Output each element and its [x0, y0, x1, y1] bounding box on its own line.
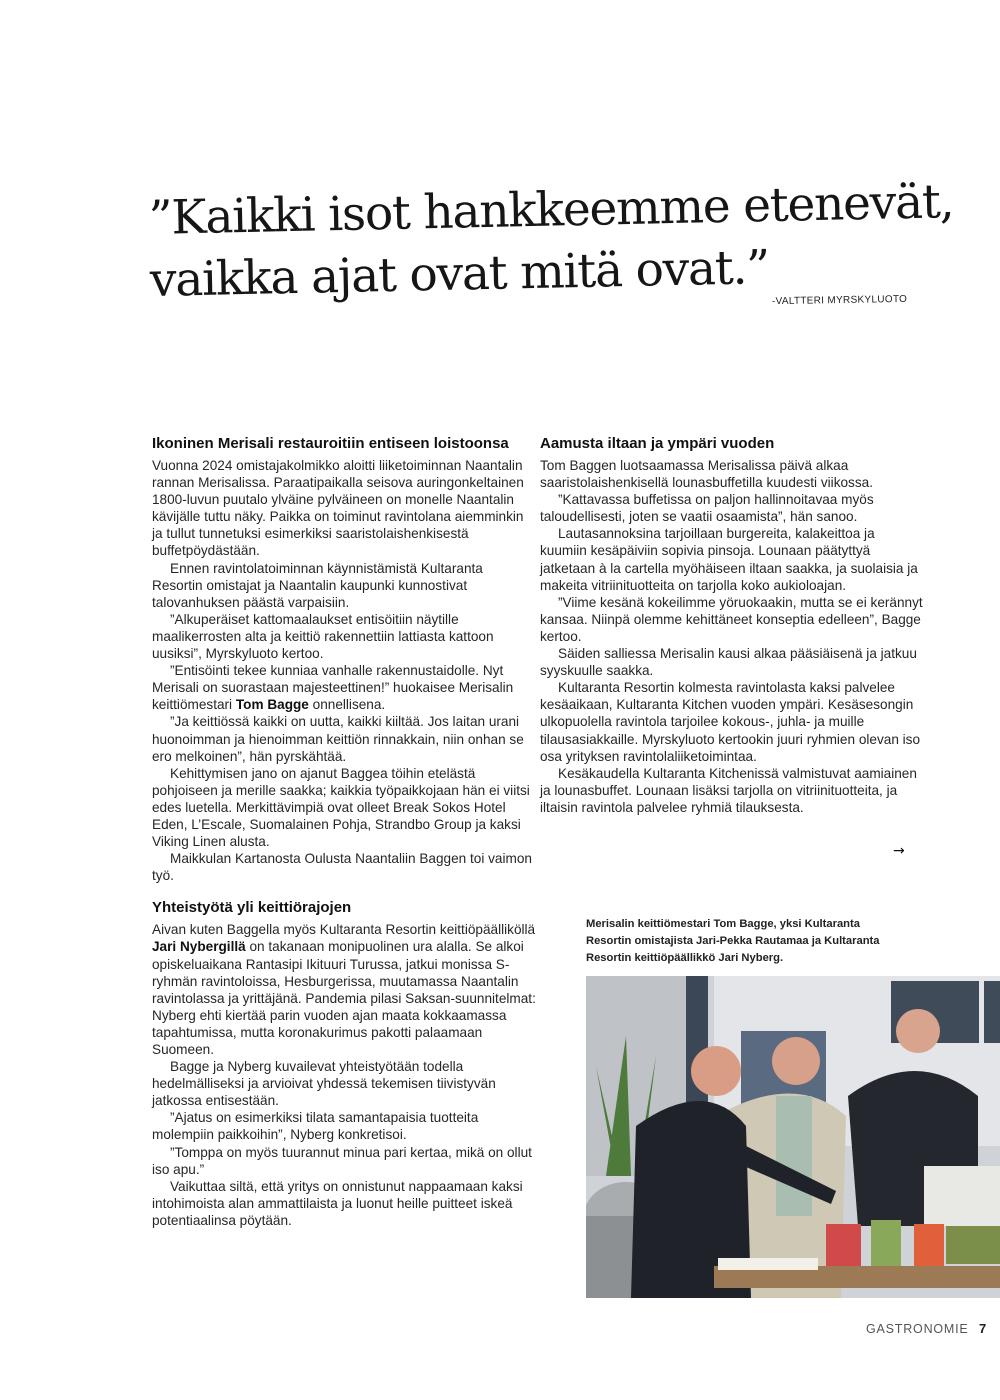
paragraph: ”Ja keittiössä kaikki on uutta, kaikki kiiltää. Jos laitan urani huonoimman ja hienoimman keittiön rinnakkain, niin onhan se ero melkoinen”, hän pyrskähtää. — [152, 714, 524, 764]
paragraph: Vuonna 2024 omistajakolmikko aloitti liiketoiminnan Naantalin rannan Merisalissa. Paraatipaikalla seisova auringonkeltainen 1800-luvun puutalo ylväine pylväineen on monelle Naantalin kävijälle tuttu näky. Paikka on toiminut ravintolana aiemminkin ja tullut tunnetuksi esimerkiksi saaristolaishenkisestä buffetpöydästään. — [152, 458, 524, 559]
paragraph: ”Viime kesänä kokeilimme yöruokaakin, mutta se ei kerännyt kansaa. Niinpä olemme kehittäneet konseptia edelleen”, Bagge kertoo. — [540, 594, 923, 644]
pull-quote-line-1: ”Kaikki isot hankkeemme etenevät, — [148, 174, 954, 246]
person-right-head — [896, 1009, 940, 1053]
text: Aivan kuten Baggella myös Kultaranta Resortin keittiöpäälliköllä — [152, 922, 536, 938]
salad-tray — [946, 1226, 1000, 1264]
paragraph — [152, 662, 537, 713]
paragraph: Ennen ravintolatoiminnan käynnistämistä Kultaranta Resortin omistajat ja Naantalin kaupunki kunnostivat talovanhuksen päästä varpaisiin. — [152, 560, 483, 610]
paragraph — [152, 921, 537, 1058]
paragraph: Vaikuttaa siltä, että yritys on onnistunut nappaamaan kaksi intohimoista alan ammattilaista ja luonut heille puitteet iskeä potentiaalinsa pöytään. — [152, 1178, 523, 1228]
article-column-left — [152, 434, 537, 1229]
text: on takanaan monipuolinen ura alalla. Se alkoi opiskeluaikana Rantasipi Ikituuri Turussa, jatkui monissa S-ryhmän ravintoloissa, Hesburgerissa, muutamassa Naantalin ravintolassa ja yrittäjänä. Pandemia pilasi Saksan-suunnitelmat: Nyberg ehti kiertää parin vuoden ajan maata kokkaamassa tapahtumissa, mutta koronakurimus pakotti palaamaan Suomeen. — [152, 939, 536, 1057]
photo-caption: Merisalin keittiömestari Tom Bagge, yksi Kultaranta Resortin omistajista Jari-Pekka Rautamaa ja Kultaranta Resortin keittiöpäällikkö Jari Nyberg. — [586, 918, 880, 964]
section-heading-aamusta: Aamusta iltaan ja ympäri vuoden — [540, 435, 775, 452]
paragraph: Kehittymisen jano on ajanut Baggea töihin etelästä pohjoiseen ja merille saakka; kaikkia työpaikkojaan hän ei viitsi edes luetella. Merkittävimpiä ovat olleet Break Sokos Hotel Eden, L’Escale, Suomalainen Pohja, Strandbo Group ja kaksi Viking Linen alusta. — [152, 765, 530, 850]
paragraph: Bagge ja Nyberg kuvailevat yhteistyötään todella hedelmälliseksi ja arvioivat yhdessä tekemisen tiivistyvän jatkossa entisestään. — [152, 1059, 496, 1109]
pull-quote — [148, 171, 954, 312]
paragraph: ”Ajatus on esimerkiksi tilata samantapaisia tuotteita molempiin paikkoihin”, Nyberg konkretisoi. — [152, 1110, 479, 1143]
paragraph: ”Kattavassa buffetissa on paljon hallinnoitavaa myös taloudellisesti, joten se vaatii osaamista”, hän sanoo. — [540, 492, 874, 525]
text: onnellisena. — [308, 697, 386, 713]
footer-section-name: GASTRONOMIE — [866, 1322, 969, 1336]
article-photo — [586, 976, 1000, 1298]
person-middle-shirt — [776, 1096, 812, 1216]
article-column-right — [540, 434, 925, 816]
chalkboard-sign-2 — [984, 981, 1000, 1043]
arrow-right-icon: → — [893, 843, 905, 859]
paragraph: Säiden salliessa Merisalin kausi alkaa pääsiäisenä ja jatkuu syyskuulle saakka. — [540, 646, 917, 679]
paragraph: Maikkulan Kartanosta Oulusta Naantaliin Baggen toi vaimon työ. — [152, 851, 532, 884]
section-heading-merisali: Ikoninen Merisali restauroitiin entiseen loistoonsa — [152, 435, 509, 452]
paragraph: Tom Baggen luotsaamassa Merisalissa päivä alkaa saaristolaishenkisellä lounasbuffetilla kuudesti viikossa. — [540, 458, 873, 491]
jar-orange — [914, 1224, 944, 1266]
jar-red — [826, 1224, 861, 1266]
page-number: 7 — [979, 1321, 987, 1336]
section-heading-yhteistyo: Yhteistyötä yli keittiörajojen — [152, 899, 352, 917]
paragraph: ”Tomppa on myös tuurannut minua pari kertaa, mikä on ollut iso apu.” — [152, 1144, 532, 1177]
jar-green — [871, 1220, 901, 1266]
text: ”Entisöinti tekee kunniaa vanhalle rakennustaidolle. Nyt Merisali on suorastaan majesteettinen!” huokaisee Merisalin keittiömestari — [152, 663, 514, 713]
paragraph: Kultaranta Resortin kolmesta ravintolasta kaksi palvelee kesäaikaan, Kultaranta Kitchen vuoden ympäri. Kesäsesongin ulkopuolella ravintola tarjoilee kokous-, juhla- ja muille tilausasiakkaille. Myrskyluoto kertookin juuri ryhmien olevan iso osa yrityksen ravintolaliiketoimintaa. — [540, 680, 921, 764]
photo-illustration — [586, 976, 1000, 1298]
pull-quote-line-2: vaikka ajat ovat mitä ovat.” — [149, 240, 770, 308]
plate-stack — [924, 1166, 1000, 1226]
paragraph: Lautasannoksina tarjoillaan burgereita, kalakeittoa ja kuumiin kesäpäiviin sopivia pinsoja. Lounaan päätyttyä jatketaan à la cartella myöhäiseen iltaan saakka, ja suolaisia ja makeita vitriinituotteita on tarjolla koko aukioloajan. — [540, 526, 918, 593]
quote-attribution: -VALTTERI MYRSKYLUOTO — [771, 293, 908, 308]
person-middle-head — [772, 1037, 820, 1085]
paragraph: Kesäkaudella Kultaranta Kitchenissä valmistuvat aamiainen ja lounasbuffet. Lounaan lisäksi tarjolla on vitriinituotteita, ja iltaisin ravintola palvelee ryhmiä tilauksesta. — [540, 765, 917, 815]
paper-sheet — [718, 1258, 818, 1270]
name-highlight: Tom Bagge — [235, 697, 309, 713]
person-left-head — [691, 1046, 741, 1096]
paragraph: ”Alkuperäiset kattomaalaukset entisöitiin näytille maalikerrosten alta ja keittiö rakennettiin lattiasta kattoon uusiksi”, Myrskyluoto kertoo. — [152, 611, 494, 662]
name-highlight: Jari Nybergillä — [152, 939, 246, 955]
